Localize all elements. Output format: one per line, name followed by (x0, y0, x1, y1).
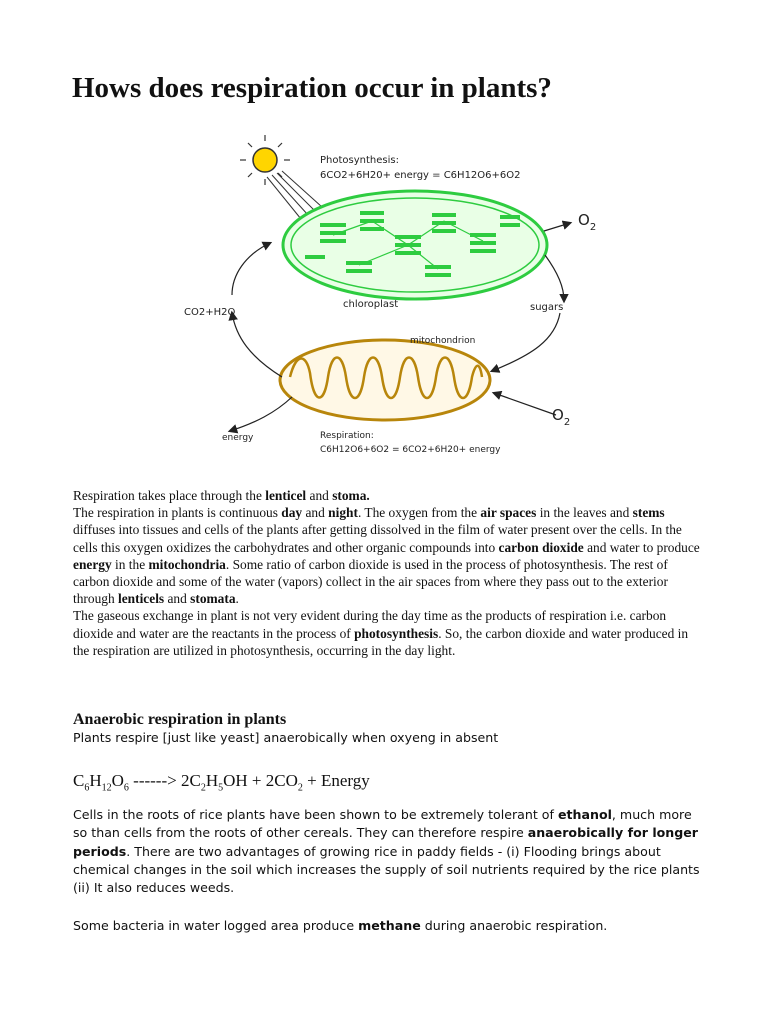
oxygen-in-label: $O_2$ (552, 406, 571, 428)
anaerobic-intro: Plants respire [just like yeast] anaerobically when oxyeng in absent (73, 730, 499, 745)
methane-paragraph: Some bacteria in water logged area produce methane during anaerobic respiration. (73, 918, 608, 933)
chloroplast-label: chloroplast (343, 299, 399, 310)
sugars-label: sugars (530, 302, 564, 313)
anaerobic-equation: $C_6H_{12}O_6$ ------> $2C_2H_5OH + 2CO_2$ + Energy (73, 771, 370, 794)
photosynthesis-equation: 6CO2+6H20+ energy = C6H12O6+6O2 (320, 170, 521, 181)
rice-paragraph: Cells in the roots of rice plants have been shown to be extremely tolerant of ethanol, much more so than cells from the roots of other cereals. They can therefore respire anaerobically for longer periods. There are two advantages of growing rice in paddy fields - (i) Flooding brings about chemical changes in the soil which increases the supply of soil nutrients required by the rice plants (ii) It also reduces weeds. (73, 807, 700, 896)
respiration-section (73, 487, 703, 659)
respiration-diagram (140, 115, 620, 475)
paragraph-gaseous-exchange: The gaseous exchange in plant is not very evident during the day time as the products of respiration i.e. carbon dioxide and water are the reactants in the process of photosynthesis. So, the carbon dioxide and water produced in the respiration are utilized in photosynthesis, occurring in the day light. (73, 608, 689, 658)
photosynthesis-label: Photosynthesis: (320, 155, 399, 166)
diagram-svg (140, 115, 620, 475)
paragraph-lenticel: Respiration takes place through the lenticel and stoma. (73, 488, 370, 503)
respiration-label: Respiration: (320, 431, 374, 441)
paragraph-oxygen: The respiration in plants is continuous day and night. The oxygen from the air spaces in the leaves and stems diffuses into tissues and cells of the plants after getting dissolved in the film of water present over the cells. In the cells this oxygen oxidizes the carbohydrates and other organic compounds into carbon dioxide and water to produce energy in the mitochondria. Some ratio of carbon dioxide is used in the process of photosynthesis. The rest of carbon dioxide and some of the water (vapors) collect in the air spaces from where they pass out to the exterior through lenticels and stomata. (73, 505, 700, 607)
page-title: Hows does respiration occur in plants? (72, 72, 552, 104)
mitochondrion-icon (280, 340, 490, 420)
chloroplast-icon (283, 191, 547, 299)
energy-label: energy (222, 433, 254, 443)
mitochondrion-label: mitochondrion (410, 336, 476, 346)
oxygen-out-label: $O_2$ (578, 211, 597, 233)
respiration-equation: C6H12O6+6O2 = 6CO2+6H20+ energy (320, 445, 501, 455)
sun-icon (240, 135, 290, 185)
co2-water-label: CO2+H2O (184, 307, 236, 318)
anaerobic-heading: Anaerobic respiration in plants (73, 711, 287, 728)
